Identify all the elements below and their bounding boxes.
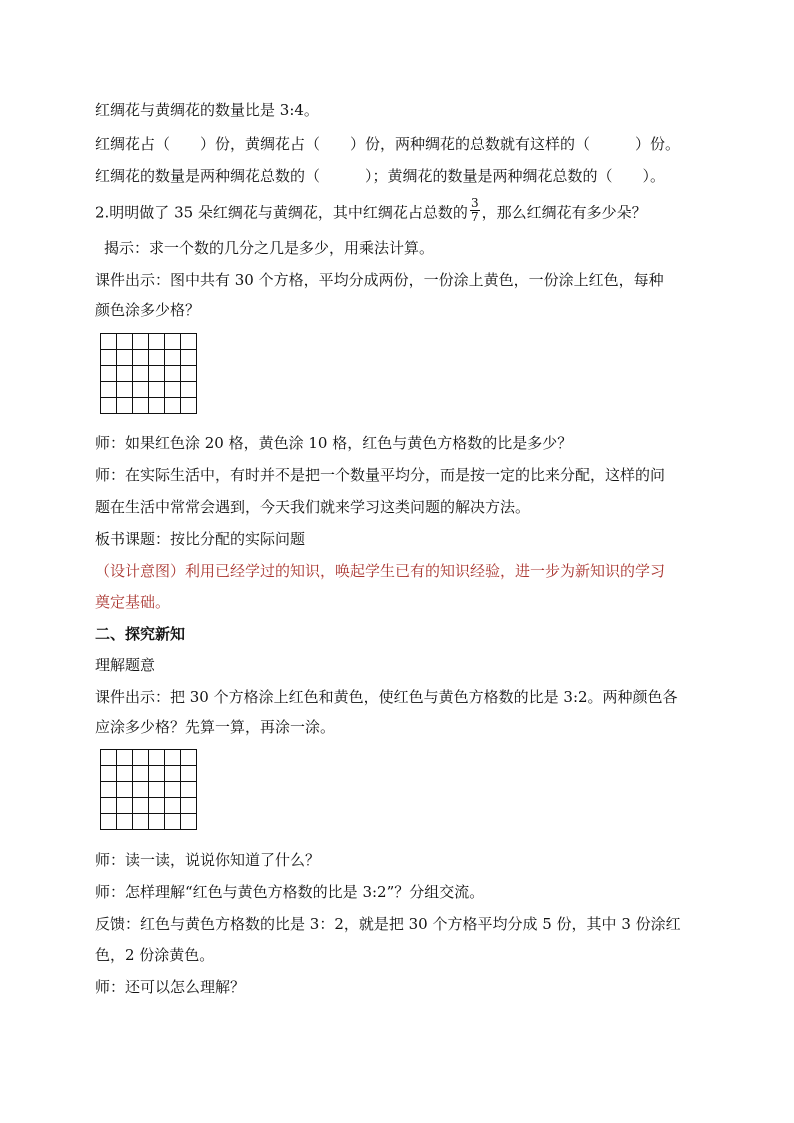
grid-cell [117,798,133,814]
grid-cell [165,782,181,798]
grid-cell [133,814,149,830]
grid-cell [165,814,181,830]
grid-cell [165,350,181,366]
feedback-line-1: 反馈：红色与黄色方格数的比是 3：2，就是把 30 个方格平均分成 5 份，其中 3 份涂红 [95,915,681,933]
grid-cell [101,350,117,366]
grid-cell [181,814,197,830]
teacher-explain-line-2: 题在生活中常常会遇到，今天我们就来学习这类问题的解决方法。 [95,498,531,516]
ratio-statement: 红绸花与黄绸花的数量比是 3:4。 [95,101,319,119]
grid-cell [165,798,181,814]
courseware-task-line-1: 课件出示：把 30 个方格涂上红色和黄色，使红色与黄色方格数的比是 3:2。两种颜色各 [95,688,678,706]
grid-cell [117,350,133,366]
grid-cell [101,798,117,814]
grid-cell [117,382,133,398]
grid-cell [117,366,133,382]
grid-cell [149,798,165,814]
grid-cell [165,366,181,382]
grid-cell [165,766,181,782]
grid-cell [181,782,197,798]
grid-cell [101,814,117,830]
grid-cell [181,750,197,766]
grid-cell [133,782,149,798]
feedback-line-2: 色，2 份涂黄色。 [95,946,215,964]
grid-cell [133,798,149,814]
grid-cell [149,366,165,382]
grid-cell [117,766,133,782]
grid-cell [101,750,117,766]
grid-cell [133,766,149,782]
grid-cell [149,814,165,830]
fraction-numerator: 3 [470,196,479,210]
grid-cell [101,782,117,798]
grid-cell [149,382,165,398]
grid-cell [133,398,149,414]
grid-cell [117,334,133,350]
design-intent-line-2: 奠定基础。 [95,593,171,611]
grid-cell [149,398,165,414]
courseware-task-line-2: 应涂多少格？先算一算，再涂一涂。 [95,718,336,736]
square-grid-1 [100,333,197,414]
grid-cell [133,350,149,366]
teacher-explain-line-1: 师：在实际生活中，有时并不是把一个数量平均分，而是按一定的比来分配，这样的问 [95,466,666,484]
grid-cell [181,798,197,814]
grid-cell [101,766,117,782]
grid-cell [181,398,197,414]
sub-heading-understand: 理解题意 [95,656,156,674]
grid-cell [117,398,133,414]
grid-cell [149,766,165,782]
courseware-prompt-line-1: 课件出示：图中共有 30 个方格，平均分成两份，一份涂上黄色，一份涂上红色，每种 [95,271,664,289]
grid-cell [117,750,133,766]
fill-blank-shares: 红绸花占（ ）份，黄绸花占（ ）份，两种绸花的总数就有这样的（ ）份。 [95,135,681,153]
square-grid-2 [100,749,197,830]
teacher-question-ratio: 师：如果红色涂 20 格，黄色涂 10 格，红色与黄色方格数的比是多少？ [95,434,573,452]
grid-cell [149,782,165,798]
grid-cell [165,334,181,350]
section-heading: 二、探究新知 [95,625,186,643]
grid-cell [181,366,197,382]
grid-cell [101,382,117,398]
courseware-prompt-line-2: 颜色涂多少格？ [95,301,201,319]
grid-cell [101,334,117,350]
question-2-text-before: 2.明明做了 35 朵红绸花与黄绸花，其中红绸花占总数的 [95,203,468,222]
fill-blank-fractions: 红绸花的数量是两种绸花总数的（ ）；黄绸花的数量是两种绸花总数的（ ）。 [95,167,666,185]
grid-cell [101,366,117,382]
design-intent-line-1: （设计意图）利用已经学过的知识，唤起学生已有的知识经验，进一步为新知识的学习 [95,562,666,580]
grid-cell [101,398,117,414]
fraction-three-sevenths [470,197,480,224]
teacher-discussion-prompt: 师：怎样理解“红色与黄色方格数的比是 3:2”？分组交流。 [95,883,485,901]
grid-cell [181,334,197,350]
grid-cell [133,334,149,350]
grid-cell [149,350,165,366]
teacher-followup: 师：还可以怎么理解？ [95,978,246,996]
grid-cell [181,382,197,398]
grid-cell [181,350,197,366]
board-title: 板书课题：按比分配的实际问题 [95,530,306,548]
question-2 [95,196,647,227]
fraction-denominator: 7 [470,210,479,224]
grid-cell [133,366,149,382]
grid-cell [117,814,133,830]
grid-cell [165,398,181,414]
teacher-read-prompt: 师：读一读，说说你知道了什么？ [95,851,321,869]
grid-cell [117,782,133,798]
grid-cell [133,382,149,398]
reveal-method: 揭示：求一个数的几分之几是多少，用乘法计算。 [104,239,435,257]
grid-cell [181,766,197,782]
grid-cell [133,750,149,766]
grid-cell [165,750,181,766]
grid-cell [165,382,181,398]
grid-cell [149,334,165,350]
question-2-text-after: ，那么红绸花有多少朵？ [481,203,647,222]
grid-cell [149,750,165,766]
